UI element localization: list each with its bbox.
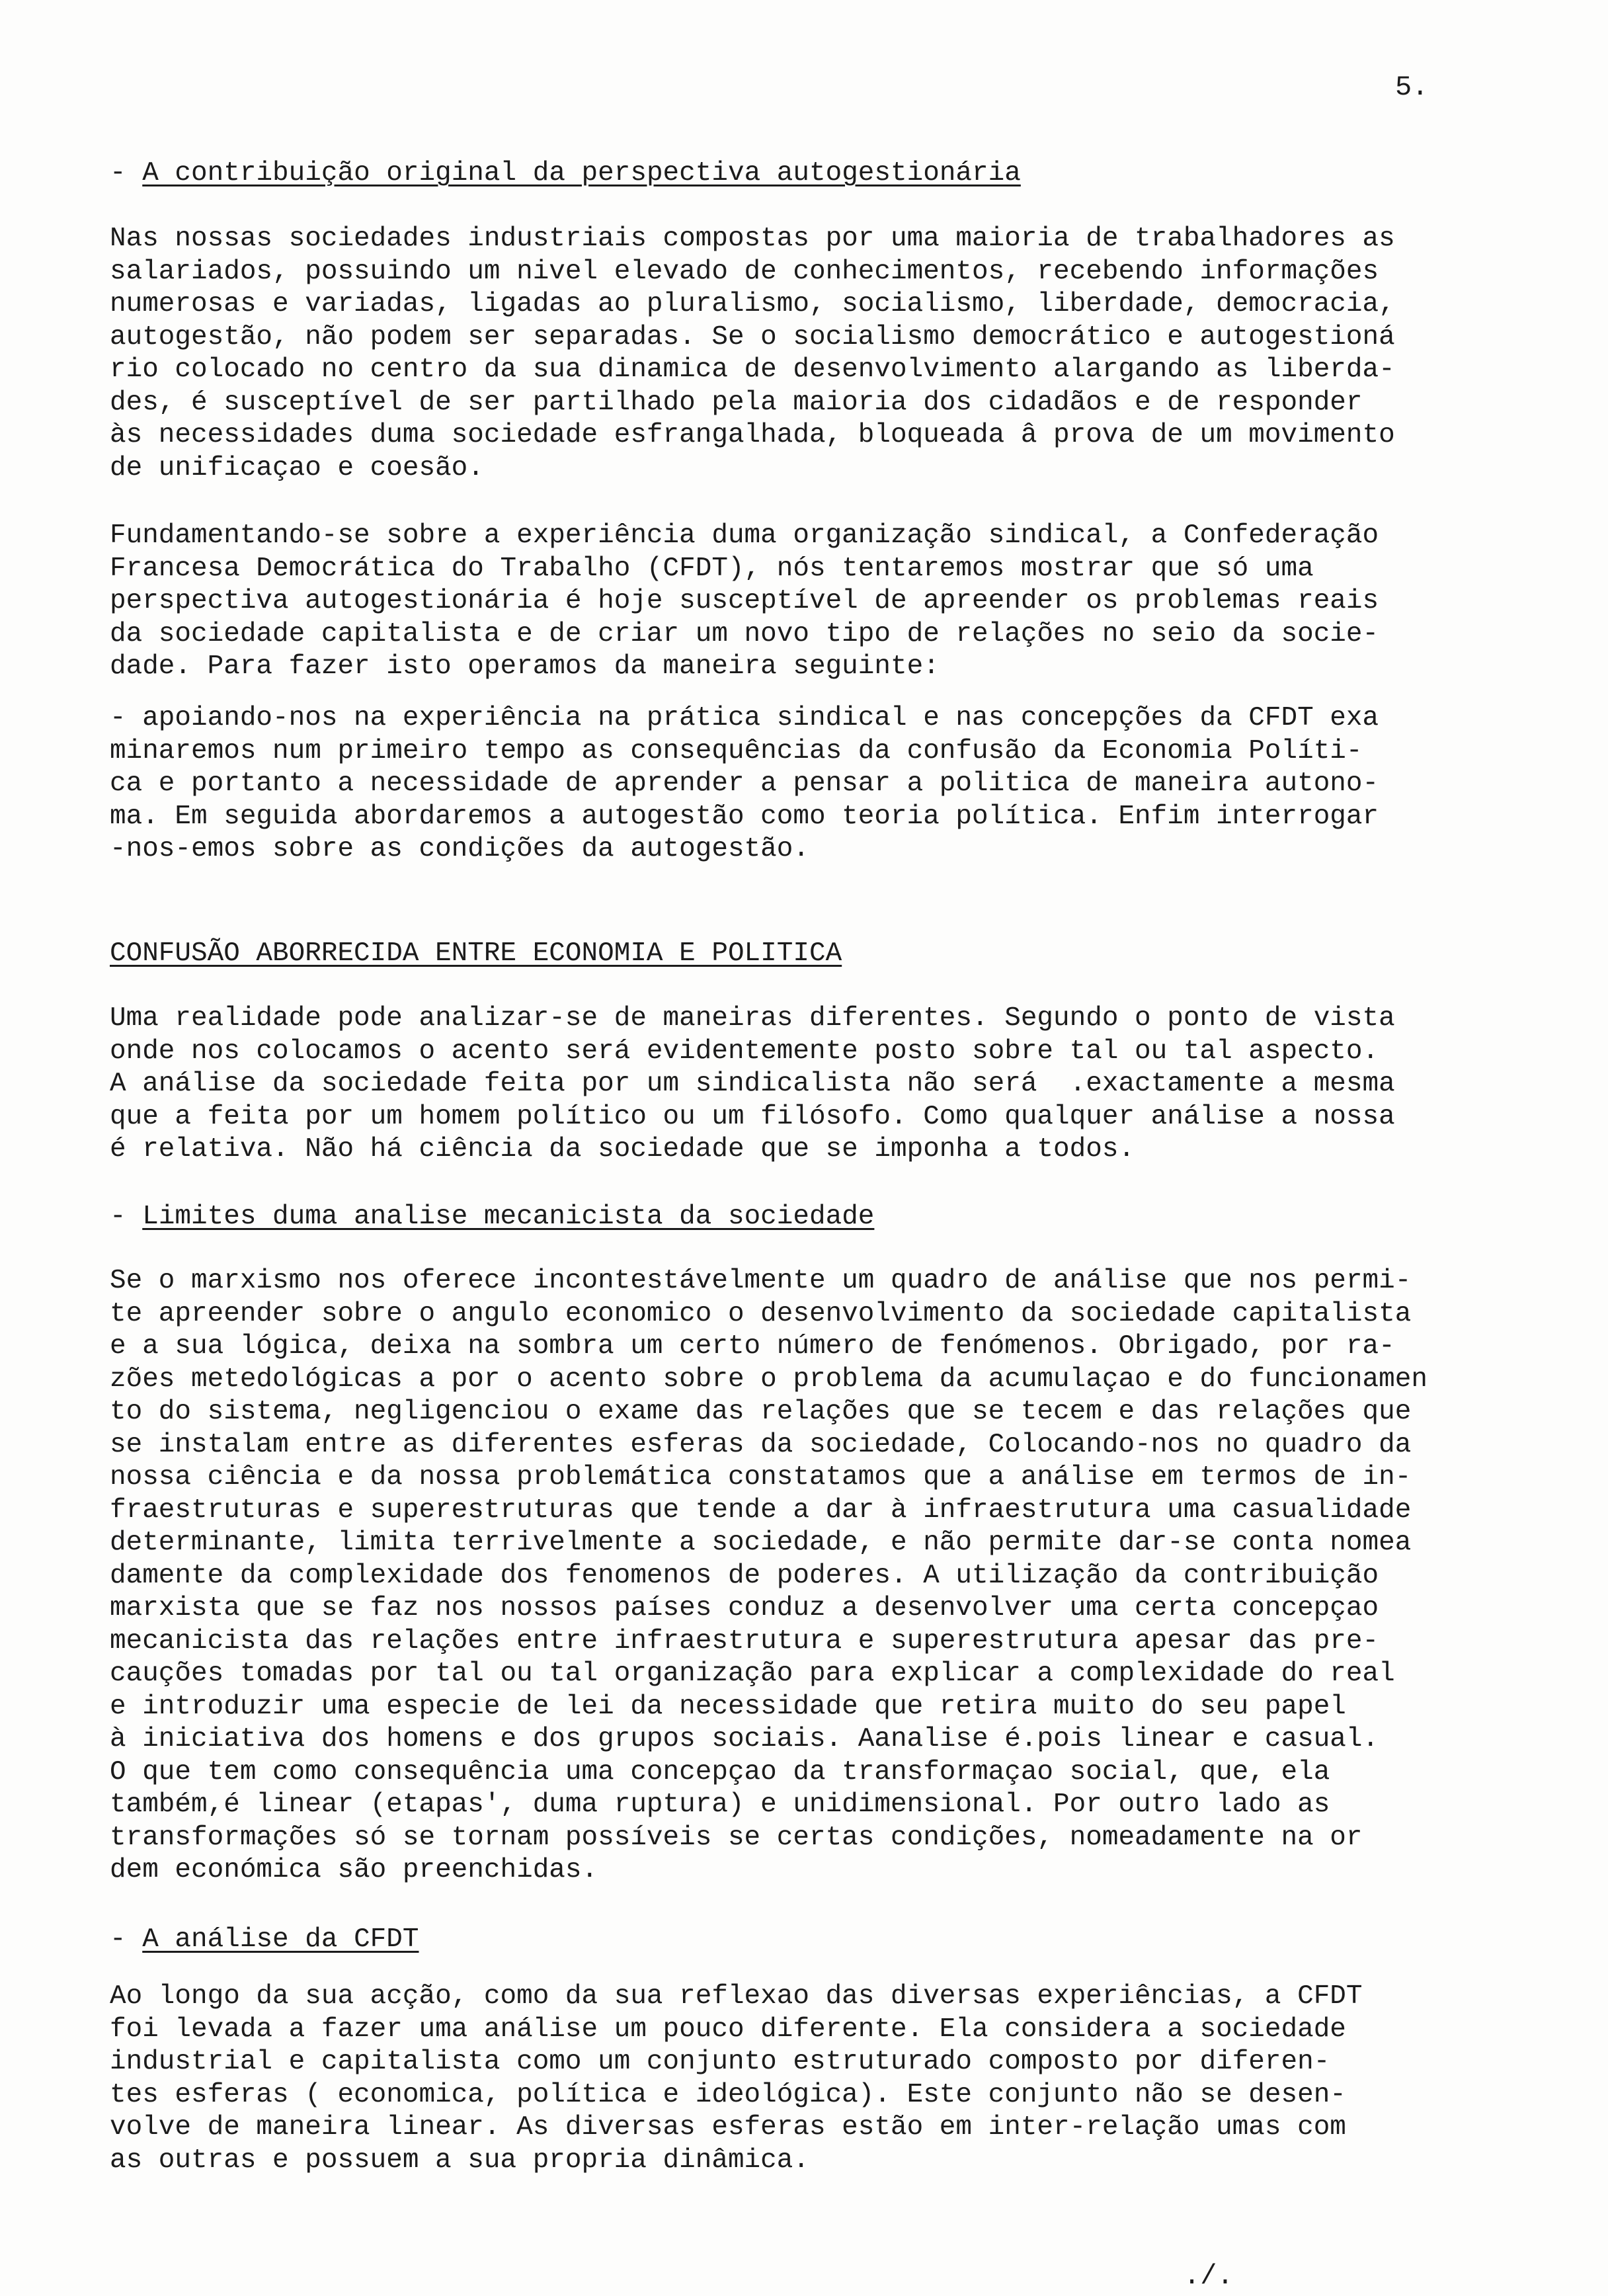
text-line: damente da complexidade dos fenomenos de poderes. A utilização da contribuição [110, 1560, 1379, 1591]
text-line: des, é susceptível de ser partilhado pela maioria dos cidadãos e de responder [110, 387, 1363, 418]
paragraph [110, 520, 1432, 684]
text-line: às necessidades duma sociedade esfrangalhada, bloqueada â prova de um movimento [110, 420, 1395, 450]
heading-title: A contribuição original da perspectiva autogestionária [142, 158, 1021, 188]
text-line: de unificaçao e coesão. [110, 452, 484, 483]
text-line: marxista que se faz nos nossos países conduz a desenvolver uma certa concepçao [110, 1593, 1379, 1623]
text-line: -nos-emos sobre as condições da autogestão. [110, 834, 809, 864]
text-line: onde nos colocamos o acento será evidentemente posto sobre tal ou tal aspecto. [110, 1036, 1379, 1067]
text-line: minaremos num primeiro tempo as consequências da confusão da Economia Políti- [110, 735, 1363, 766]
text-line: volve de maneira linear. As diversas esferas estão em inter-relação umas com [110, 2112, 1346, 2143]
text-line: foi levada a fazer uma análise um pouco diferente. Ela considera a sociedade [110, 2014, 1346, 2045]
text-line: dade. Para fazer isto operamos da maneira seguinte: [110, 651, 940, 682]
section-heading [110, 157, 1021, 190]
text-line: cauções tomadas por tal ou tal organização para explicar a complexidade do real [110, 1659, 1395, 1689]
text-line: é relativa. Não há ciência da sociedade que se imponha a todos. [110, 1134, 1135, 1165]
text-line: ma. Em seguida abordaremos a autogestão como teoria política. Enfim interrogar [110, 801, 1379, 832]
section-heading [110, 938, 842, 971]
text-line: da sociedade capitalista e de criar um novo tipo de relações no seio da socie- [110, 618, 1379, 649]
text-line: to do sistema, negligenciou o exame das relações que se tecem e das relações que [110, 1397, 1412, 1427]
text-line: autogestão, não podem ser separadas. Se o socialismo democrático e autogestioná [110, 321, 1395, 352]
section-heading [110, 1201, 874, 1234]
text-line: Nas nossas sociedades industriais compostas por uma maioria de trabalhadores as [110, 224, 1395, 254]
text-line: determinante, limita terrivelmente a sociedade, e não permite dar-se conta nomea [110, 1528, 1412, 1558]
text-line: tes esferas ( economica, política e ideológica). Este conjunto não se desen- [110, 2079, 1346, 2110]
text-line: rio colocado no centro da sua dinamica de desenvolvimento alargando as liberda- [110, 354, 1395, 385]
text-line: te apreender sobre o angulo economico o desenvolvimento da sociedade capitalista [110, 1298, 1412, 1329]
paragraph [110, 1981, 1432, 2177]
paragraph [110, 1003, 1432, 1167]
text-line: ca e portanto a necessidade de aprender a pensar a politica de maneira autono- [110, 768, 1379, 799]
text-line: nossa ciência e da nossa problemática constatamos que a análise em termos de in- [110, 1462, 1412, 1493]
text-line: transformações só se tornam possíveis se certas condições, nomeadamente na or [110, 1822, 1363, 1853]
heading-title: Limites duma analise mecanicista da sociedade [142, 1202, 875, 1232]
text-line: A análise da sociedade feita por um sindicalista não será .exactamente a mesma [110, 1069, 1395, 1099]
text-line: que a feita por um homem político ou um filósofo. Como qualquer análise a nossa [110, 1101, 1395, 1132]
text-line: Ao longo da sua acção, como da sua reflexao das diversas experiências, a CFDT [110, 1981, 1363, 2012]
text-line: e introduzir uma especie de lei da necessidade que retira muito do seu papel [110, 1691, 1346, 1722]
text-line: as outras e possuem a sua propria dinâmica. [110, 2145, 809, 2176]
heading-title: A análise da CFDT [142, 1924, 419, 1955]
text-line: Uma realidade pode analizar-se de maneiras diferentes. Segundo o ponto de vista [110, 1003, 1395, 1034]
text-line: - apoiando-nos na experiência na prática sindical e nas concepções da CFDT exa [110, 703, 1379, 733]
page-number: 5. [1395, 71, 1429, 103]
paragraph [110, 702, 1432, 866]
text-line: à iniciativa dos homens e dos grupos sociais. Aanalise é.pois linear e casual. [110, 1724, 1379, 1754]
heading-title: CONFUSÃO ABORRECIDA ENTRE ECONOMIA E POLITICA [110, 938, 842, 969]
text-line: se instalam entre as diferentes esferas da sociedade, Colocando-nos no quadro da [110, 1429, 1412, 1460]
paragraph [110, 1265, 1432, 1887]
text-line: mecanicista das relações entre infraestrutura e superestrutura apesar das pre- [110, 1625, 1379, 1657]
heading-dash: - [110, 1202, 143, 1232]
text-line: O que tem como consequência uma concepçao da transformaçao social, que, ela [110, 1756, 1330, 1787]
text-line: dem económica são preenchidas. [110, 1855, 598, 1885]
text-line: industrial e capitalista como um conjunto estruturado composto por diferen- [110, 2047, 1330, 2077]
text-line: salariados, possuindo um nivel elevado de conhecimentos, recebendo informações [110, 256, 1379, 287]
text-line: Fundamentando-se sobre a experiência duma organização sindical, a Confederação [110, 520, 1379, 551]
continuation-mark: ./. [1184, 2260, 1234, 2292]
heading-dash: - [110, 1924, 143, 1955]
text-line: também,é linear (etapas', duma ruptura) e unidimensional. Por outro lado as [110, 1789, 1330, 1820]
text-line: zões metedológicas a por o acento sobre o problema da acumulaçao e do funcionamen [110, 1364, 1427, 1395]
text-line: perspectiva autogestionária é hoje susceptível de apreender os problemas reais [110, 586, 1379, 616]
text-line: numerosas e variadas, ligadas ao pluralismo, socialismo, liberdade, democracia, [110, 289, 1395, 319]
heading-dash: - [110, 158, 143, 188]
text-line: Se o marxismo nos oferece incontestávelmente um quadro de análise que nos permi- [110, 1266, 1412, 1296]
text-line: fraestruturas e superestruturas que tende a dar à infraestrutura uma casualidade [110, 1495, 1412, 1526]
paragraph [110, 223, 1432, 485]
text-line: e a sua lógica, deixa na sombra um certo número de fenómenos. Obrigado, por ra- [110, 1331, 1395, 1362]
section-heading [110, 1924, 419, 1957]
text-line: Francesa Democrática do Trabalho (CFDT), nós tentaremos mostrar que só uma [110, 553, 1314, 584]
